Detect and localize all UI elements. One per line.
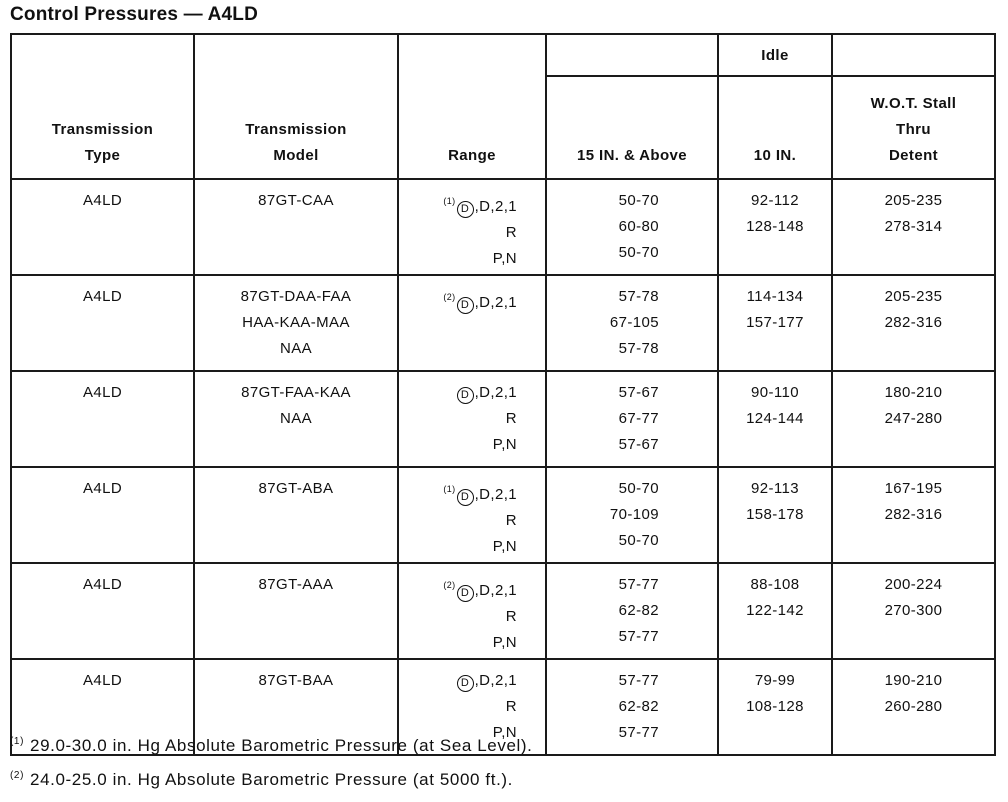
footnote-2: [10, 761, 532, 795]
pressure-value: 67-105: [609, 314, 659, 331]
pressure-value: 90-110: [751, 384, 799, 401]
header-transmission-model: Transmission Model: [194, 34, 398, 179]
cell-transmission-type: [11, 467, 194, 563]
pressure-value: 62-82: [618, 698, 659, 715]
header-blank-right: [832, 34, 995, 76]
cell-transmission-type: [11, 563, 194, 659]
pressure-value: 57-77: [618, 628, 659, 645]
circled-d-icon: D: [457, 297, 474, 314]
cell-15-in-above: [546, 467, 718, 563]
pressure-value: 57-77: [618, 672, 659, 689]
cell-range: [398, 179, 546, 275]
footnote-text: 24.0-25.0 in. Hg Absolute Barometric Pressure (at 5000 ft.).: [30, 770, 513, 789]
pressure-value: 114-134: [746, 288, 804, 305]
pressure-value: 247-280: [884, 410, 943, 427]
model-value: 87GT-AAA: [258, 576, 334, 593]
table-row: [11, 563, 995, 659]
cell-10-in: [718, 179, 832, 275]
range-value: [399, 508, 517, 534]
footnote-mark: (2): [10, 770, 25, 781]
cell-wot-stall: [832, 467, 995, 563]
cell-range: [398, 563, 546, 659]
range-text: P,N: [492, 724, 517, 741]
range-value: [399, 668, 517, 694]
pressure-value: 92-113: [751, 480, 799, 497]
table-row: [11, 179, 995, 275]
pressure-value: 62-82: [618, 602, 659, 619]
pressure-value: 92-112: [751, 192, 799, 209]
cell-wot-stall: [832, 275, 995, 371]
footnote-ref: (2): [443, 292, 456, 302]
pressure-value: 282-316: [884, 314, 943, 331]
cell-transmission-type: [11, 275, 194, 371]
range-value: [399, 284, 517, 316]
pressure-value: 278-314: [884, 218, 943, 235]
table-body: [11, 179, 995, 755]
cell-range: [398, 371, 546, 467]
cell-10-in: [718, 275, 832, 371]
range-text: ,D,2,1: [474, 582, 517, 599]
cell-transmission-model: [194, 467, 398, 563]
cell-transmission-model: [194, 179, 398, 275]
range-text: R: [505, 512, 517, 529]
footnotes: [10, 727, 532, 795]
pressure-value: 124-144: [746, 410, 804, 427]
pressure-value: 190-210: [884, 672, 943, 689]
header-wot-stall: W.O.T. Stall Thru Detent: [832, 76, 995, 179]
range-value: [399, 630, 517, 656]
pressure-value: 50-70: [618, 244, 659, 261]
model-value: 87GT-BAA: [258, 672, 334, 689]
model-value: 87GT-ABA: [258, 480, 334, 497]
type-value: A4LD: [82, 288, 123, 305]
footnote-mark: (1): [10, 736, 25, 747]
pressure-value: 108-128: [746, 698, 804, 715]
range-value: [399, 432, 517, 458]
model-value: NAA: [279, 340, 313, 357]
footnote-ref: (2): [443, 580, 456, 590]
type-value: A4LD: [82, 384, 123, 401]
cell-transmission-type: [11, 179, 194, 275]
pressure-value: 88-108: [750, 576, 800, 593]
pressure-value: 128-148: [746, 218, 804, 235]
circled-d-icon: D: [457, 585, 474, 602]
model-value: 87GT-DAA-FAA: [240, 288, 352, 305]
pressure-value: 122-142: [746, 602, 804, 619]
pressure-value: 67-77: [618, 410, 659, 427]
header-blank-left: [546, 34, 718, 76]
range-value: [399, 604, 517, 630]
table-row: [11, 467, 995, 563]
range-value: [399, 188, 517, 220]
pressure-value: 60-80: [618, 218, 659, 235]
pressure-value: 57-78: [618, 288, 659, 305]
table-row: [11, 371, 995, 467]
range-value: [399, 220, 517, 246]
circled-d-icon: D: [457, 489, 474, 506]
pressure-value: 57-67: [618, 384, 659, 401]
pressure-value: 200-224: [884, 576, 943, 593]
model-value: 87GT-CAA: [258, 192, 334, 209]
circled-d-icon: D: [457, 201, 474, 218]
pressure-value: 50-70: [618, 480, 659, 497]
pressure-value: 158-178: [746, 506, 804, 523]
pressure-value: 57-77: [618, 724, 659, 741]
control-pressures-table: [10, 33, 996, 756]
type-value: A4LD: [82, 672, 123, 689]
range-text: ,D,2,1: [474, 198, 517, 215]
cell-transmission-model: [194, 275, 398, 371]
pressure-value: 50-70: [618, 532, 659, 549]
header-10-in: 10 IN.: [718, 76, 832, 179]
header-idle: Idle: [718, 34, 832, 76]
type-value: A4LD: [82, 576, 123, 593]
cell-transmission-model: [194, 563, 398, 659]
cell-15-in-above: [546, 275, 718, 371]
header-transmission-type: Transmission Type: [11, 34, 194, 179]
circled-d-icon: D: [457, 675, 474, 692]
footnote-ref: (1): [443, 484, 456, 494]
pressure-value: 205-235: [884, 288, 943, 305]
cell-range: [398, 275, 546, 371]
pressure-value: 180-210: [884, 384, 943, 401]
range-text: P,N: [492, 250, 517, 267]
model-value: 87GT-FAA-KAA: [241, 384, 351, 401]
cell-transmission-type: [11, 371, 194, 467]
cell-10-in: [718, 659, 832, 755]
pressure-value: 57-77: [618, 576, 659, 593]
cell-15-in-above: [546, 371, 718, 467]
page-title: Control Pressures — A4LD: [10, 4, 258, 25]
cell-15-in-above: [546, 659, 718, 755]
cell-15-in-above: [546, 179, 718, 275]
range-value: [399, 380, 517, 406]
footnote-text: 29.0-30.0 in. Hg Absolute Barometric Pressure (at Sea Level).: [30, 736, 533, 755]
cell-10-in: [718, 371, 832, 467]
cell-wot-stall: [832, 371, 995, 467]
range-text: R: [505, 410, 517, 427]
pressure-value: 50-70: [618, 192, 659, 209]
range-value: [399, 246, 517, 272]
pressure-value: 260-280: [884, 698, 943, 715]
range-value: [399, 572, 517, 604]
range-value: [399, 476, 517, 508]
cell-10-in: [718, 467, 832, 563]
footnote-ref: (1): [443, 196, 456, 206]
range-text: R: [505, 608, 517, 625]
range-text: ,D,2,1: [474, 672, 517, 689]
circled-d-icon: D: [457, 387, 474, 404]
pressure-value: 157-177: [746, 314, 804, 331]
header-range: Range: [398, 34, 546, 179]
range-text: ,D,2,1: [474, 294, 517, 311]
cell-10-in: [718, 563, 832, 659]
cell-range: [398, 467, 546, 563]
range-value: [399, 534, 517, 560]
type-value: A4LD: [82, 480, 123, 497]
range-text: P,N: [492, 436, 517, 453]
range-text: ,D,2,1: [474, 486, 517, 503]
model-value: HAA-KAA-MAA: [242, 314, 350, 331]
range-text: R: [505, 698, 517, 715]
cell-15-in-above: [546, 563, 718, 659]
pressure-value: 270-300: [884, 602, 943, 619]
pressure-value: 205-235: [884, 192, 943, 209]
model-value: NAA: [279, 410, 313, 427]
range-text: P,N: [492, 538, 517, 555]
cell-wot-stall: [832, 179, 995, 275]
cell-transmission-model: [194, 371, 398, 467]
header-15-in-above: 15 IN. & Above: [546, 76, 718, 179]
type-value: A4LD: [82, 192, 123, 209]
cell-wot-stall: [832, 659, 995, 755]
range-text: P,N: [492, 634, 517, 651]
pressure-value: 70-109: [609, 506, 659, 523]
cell-wot-stall: [832, 563, 995, 659]
range-text: ,D,2,1: [474, 384, 517, 401]
pressure-value: 167-195: [884, 480, 943, 497]
pressure-value: 79-99: [754, 672, 796, 689]
footnote-1: [10, 727, 532, 761]
range-value: [399, 406, 517, 432]
range-value: [399, 694, 517, 720]
pressure-value: 57-78: [618, 340, 659, 357]
pressure-value: 282-316: [884, 506, 943, 523]
range-text: R: [505, 224, 517, 241]
table-row: [11, 275, 995, 371]
pressure-value: 57-67: [618, 436, 659, 453]
